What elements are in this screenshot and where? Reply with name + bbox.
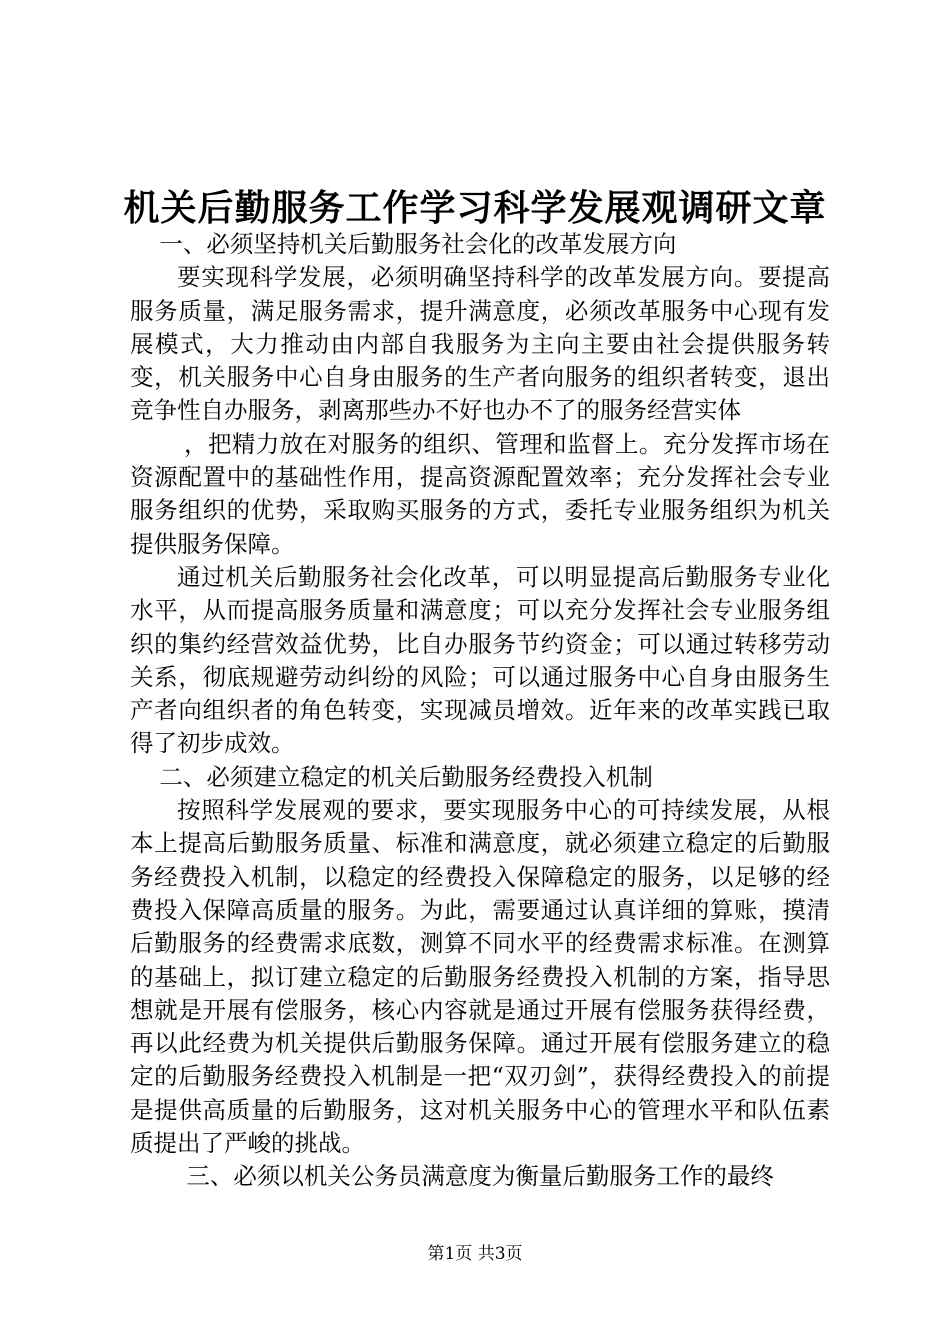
page-footer (0, 1243, 950, 1265)
page-indicator: 第1页 共3页 (427, 1244, 523, 1264)
paragraph: 要实现科学发展，必须明确坚持科学的改革发展方向。要提高服务质量，满足服务需求，提升满意度，必须改革服务中心现有发展模式，大力推动由内部自我服务为主向主要由社会提供服务转变，机关服务中心自身由服务的生产者向服务的组织者转变，退出竞争性自办服务，剥离那些办不好也办不了的服务经营实体 (130, 263, 830, 425)
section-heading-1: 一、必须坚持机关后勤服务社会化的改革发展方向 (159, 230, 677, 258)
document-title: 机关后勤服务工作学习科学发展观调研文章 (123, 187, 827, 229)
paragraph: 通过机关后勤服务社会化改革，可以明显提高后勤服务专业化水平，从而提高服务质量和满意度；可以充分发挥社会专业服务组织的集约经营效益优势，比自办服务节约资金；可以通过转移劳动关系，彻底规避劳动纠纷的风险；可以通过服务中心自身由服务生产者向组织者的角色转变，实现减员增效。近年来的改革实践已取得了初步成效。 (130, 562, 830, 758)
document-body (130, 228, 830, 1194)
paragraph: ，把精力放在对服务的组织、管理和监督上。充分发挥市场在资源配置中的基础性作用，提高资源配置效率；充分发挥社会专业服务组织的优势，采取购买服务的方式，委托专业服务组织为机关提供服务保障。 (130, 429, 830, 558)
section-heading-2: 二、必须建立稳定的机关后勤服务经费投入机制 (159, 762, 653, 791)
section-heading-3: 三、必须以机关公务员满意度为衡量后勤服务工作的最终 (186, 1162, 774, 1191)
paragraph: 按照科学发展观的要求，要实现服务中心的可持续发展，从根本上提高后勤服务质量、标准和满意度，就必须建立稳定的后勤服务经费投入机制，以稳定的经费投入保障稳定的服务，以足够的经费投入保障高质量的服务。为此，需要通过认真详细的算账，摸清后勤服务的经费需求底数，测算不同水平的经费需求标准。在测算的基础上，拟订建立稳定的后勤服务经费投入机制的方案，指导思想就是开展有偿服务，核心内容就是通过开展有偿服务获得经费，再以此经费为机关提供后勤服务保障。通过开展有偿服务建立的稳定的后勤服务经费投入机制是一把“双刃剑”，获得经费投入的前提是提供高质量的后勤服务，这对机关服务中心的管理水平和队伍素质提出了严峻的挑战。 (130, 796, 830, 1158)
